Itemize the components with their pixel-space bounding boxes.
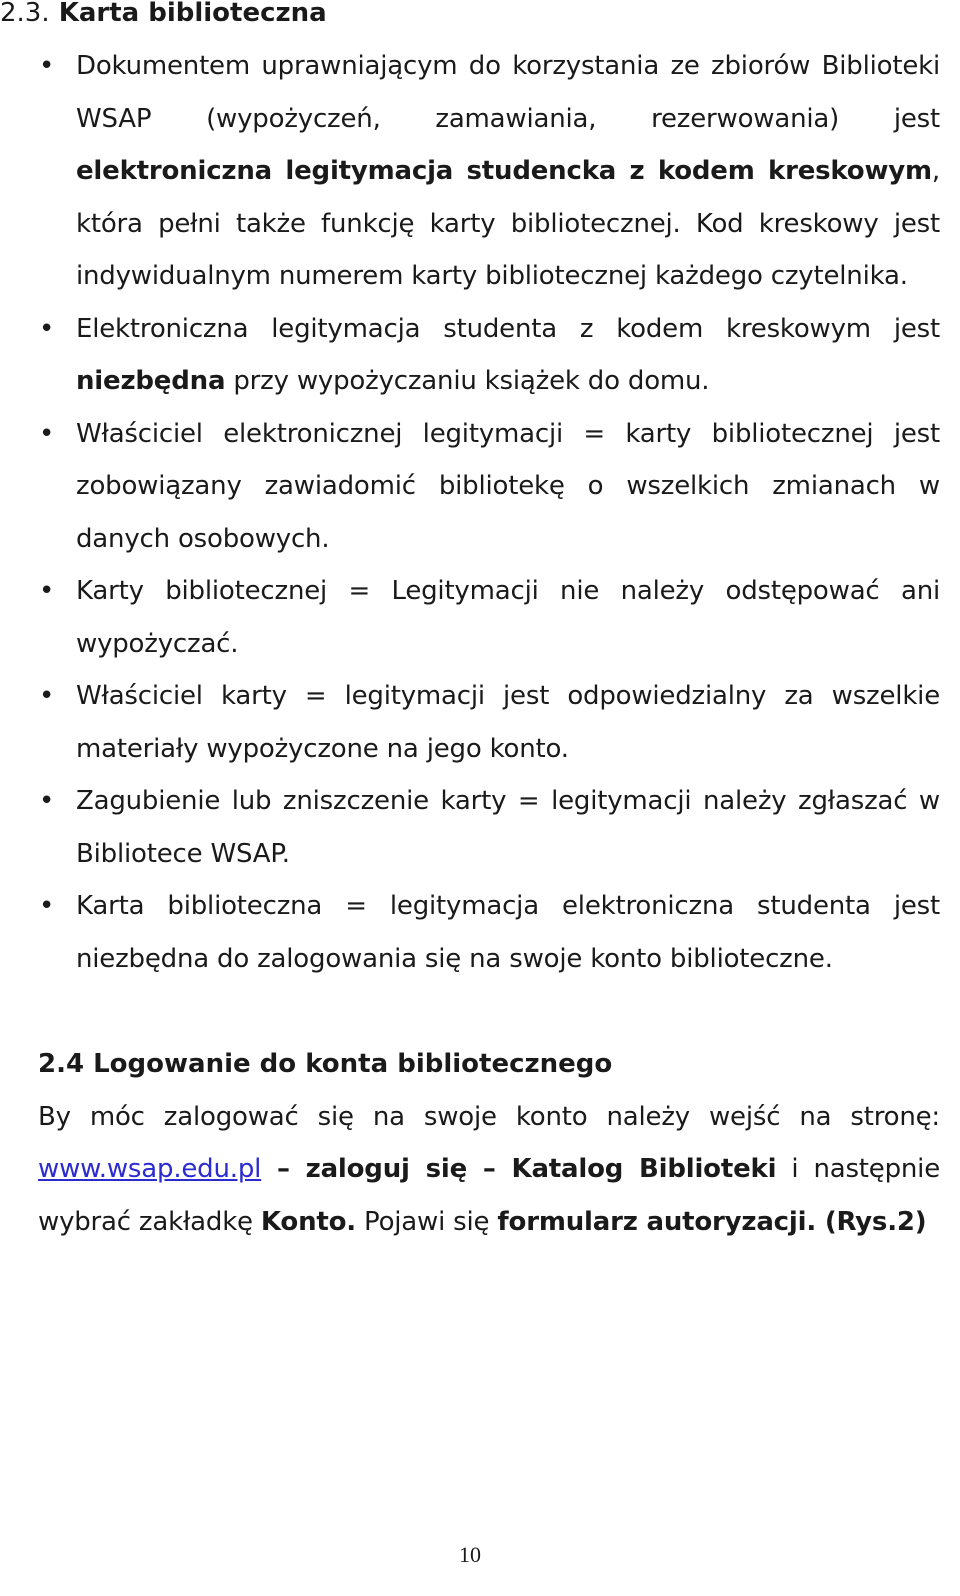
item-bold-text: niezbędna	[76, 366, 226, 396]
nav-separator: –	[261, 1154, 306, 1184]
section-heading-2-4: 2.4 Logowanie do konta bibliotecznego	[38, 1049, 613, 1079]
list-item	[39, 565, 940, 670]
page-number: 10	[459, 1542, 481, 1567]
section-2-4	[38, 1038, 940, 1248]
section-title: Karta biblioteczna	[58, 0, 327, 28]
bullet-list	[39, 40, 940, 985]
bullet-icon: •	[39, 891, 55, 921]
item-text: przy wypożyczaniu książek do domu.	[225, 366, 710, 396]
instruction-text: i następnie wybrać zakładkę	[38, 1154, 941, 1237]
list-item	[39, 775, 940, 880]
figure-reference: (Rys.2)	[816, 1206, 927, 1237]
tab-name-konto: Konto.	[260, 1206, 356, 1237]
item-text: Zagubienie lub zniszczenie karty = legitymacji należy zgłaszać w Bibliotece WSAP.	[76, 786, 940, 869]
section-number: 2.3.	[0, 0, 50, 28]
list-item	[39, 408, 940, 566]
instruction-text: Pojawi się	[355, 1206, 498, 1237]
section-heading-2-3	[0, 0, 327, 28]
login-instructions	[38, 1091, 940, 1249]
bullet-icon: •	[39, 51, 55, 81]
item-text: Karta biblioteczna = legitymacja elektroniczna studenta jest niezbędna do zalogowania się na swoje konto biblioteczne.	[76, 891, 940, 974]
list-item	[39, 40, 940, 303]
item-text: Karty bibliotecznej = Legitymacji nie należy odstępować ani wypożyczać.	[76, 576, 940, 659]
item-text: , która pełni także funkcję karty bibliotecznej. Kod kreskowy jest indywidualnym numerem karty bibliotecznej każdego czytelnika.	[76, 156, 940, 291]
nav-step-login: zaloguj się	[305, 1154, 468, 1184]
bullet-icon: •	[39, 786, 55, 816]
nav-separator: –	[467, 1154, 512, 1184]
list-item	[39, 303, 940, 408]
item-text: Elektroniczna legitymacja studenta z kodem kreskowym jest	[76, 313, 940, 344]
bullet-icon: •	[39, 313, 55, 344]
item-bold-text: elektroniczna legitymacja studencka z kodem kreskowym	[76, 156, 932, 186]
instruction-text: By móc zalogować się na swoje konto należy wejść na stronę:	[38, 1101, 940, 1132]
wsap-website-link[interactable]: www.wsap.edu.pl	[38, 1154, 262, 1184]
nav-step-library-catalog: Katalog Biblioteki	[511, 1154, 777, 1184]
bullet-icon: •	[39, 681, 55, 711]
form-name: formularz autoryzacji.	[497, 1206, 816, 1237]
list-item	[39, 880, 940, 985]
bullet-icon: •	[39, 418, 55, 449]
list-item	[39, 670, 940, 775]
item-text: Właściciel karty = legitymacji jest odpowiedzialny za wszelkie materiały wypożyczone na jego konto.	[76, 681, 940, 764]
item-text: Właściciel elektronicznej legitymacji = karty bibliotecznej jest zobowiązany zawiadomić bibliotekę o wszelkich zmianach w danych osobowych.	[76, 418, 940, 554]
bullet-icon: •	[39, 576, 55, 606]
item-text: Dokumentem uprawniającym do korzystania ze zbiorów Biblioteki WSAP (wypożyczeń, zamawiania, rezerwowania) jest	[76, 51, 940, 134]
